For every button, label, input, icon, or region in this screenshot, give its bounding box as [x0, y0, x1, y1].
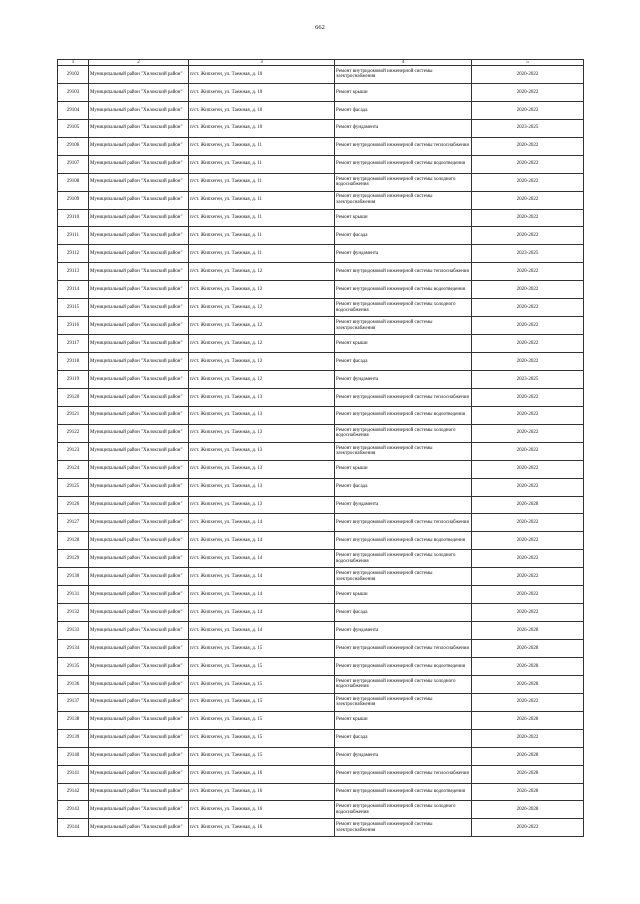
table-row — [58, 729, 584, 747]
cell-municipality: Муниципальный район "Хилокский район" — [89, 460, 189, 478]
cell-row-number: 29134 — [58, 640, 89, 658]
cell-address: п/ст. Жипхеген, ул. Таежная, д. 16 — [189, 819, 335, 837]
cell-municipality: Муниципальный район "Хилокский район" — [89, 514, 189, 532]
cell-address: п/ст. Жипхеген, ул. Таежная, д. 13 — [189, 406, 335, 424]
cell-municipality: Муниципальный район "Хилокский район" — [89, 550, 189, 568]
cell-address: п/ст. Жипхеген, ул. Таежная, д. 12 — [189, 335, 335, 353]
cell-period: 2020-2022 — [472, 173, 584, 191]
cell-address: п/ст. Жипхеген, ул. Таежная, д. 15 — [189, 675, 335, 693]
cell-municipality: Муниципальный район "Хилокский район" — [89, 424, 189, 442]
cell-address: п/ст. Жипхеген, ул. Таежная, д. 12 — [189, 299, 335, 317]
table-row — [58, 478, 584, 496]
table-row — [58, 66, 584, 84]
table-row — [58, 442, 584, 460]
cell-period: 2020-2022 — [472, 209, 584, 227]
cell-address: п/ст. Жипхеген, ул. Таежная, д. 14 — [189, 586, 335, 604]
cell-municipality: Муниципальный район "Хилокский район" — [89, 496, 189, 514]
cell-row-number: 29121 — [58, 406, 89, 424]
table-row — [58, 209, 584, 227]
cell-work-type: Ремонт внутридомовой инженерной системы водоотведения — [335, 657, 472, 675]
cell-address: п/ст. Жипхеген, ул. Таежная, д. 10 — [189, 83, 335, 101]
cell-municipality: Муниципальный район "Хилокский район" — [89, 388, 189, 406]
cell-period: 2026-2028 — [472, 801, 584, 819]
cell-municipality: Муниципальный район "Хилокский район" — [89, 66, 189, 84]
cell-period: 2020-2022 — [472, 66, 584, 84]
table-row — [58, 496, 584, 514]
cell-address: п/ст. Жипхеген, ул. Таежная, д. 14 — [189, 514, 335, 532]
cell-period: 2020-2022 — [472, 729, 584, 747]
cell-municipality: Муниципальный район "Хилокский район" — [89, 532, 189, 550]
cell-municipality: Муниципальный район "Хилокский район" — [89, 586, 189, 604]
cell-period: 2020-2022 — [472, 568, 584, 586]
repair-schedule-table — [57, 59, 584, 837]
table-row — [58, 675, 584, 693]
cell-work-type: Ремонт крыши — [335, 460, 472, 478]
table-row — [58, 550, 584, 568]
cell-address: п/ст. Жипхеген, ул. Таежная, д. 13 — [189, 424, 335, 442]
cell-municipality: Муниципальный район "Хилокский район" — [89, 657, 189, 675]
header-cell-1: 1 — [58, 60, 89, 66]
cell-municipality: Муниципальный район "Хилокский район" — [89, 711, 189, 729]
cell-municipality: Муниципальный район "Хилокский район" — [89, 299, 189, 317]
cell-municipality: Муниципальный район "Хилокский район" — [89, 101, 189, 119]
cell-work-type: Ремонт фундамента — [335, 119, 472, 137]
table-row — [58, 263, 584, 281]
cell-work-type: Ремонт крыши — [335, 209, 472, 227]
cell-address: п/ст. Жипхеген, ул. Таежная, д. 14 — [189, 550, 335, 568]
cell-period: 2020-2022 — [472, 353, 584, 371]
cell-municipality: Муниципальный район "Хилокский район" — [89, 137, 189, 155]
cell-work-type: Ремонт внутридомовой инженерной системы теплоснабжения — [335, 263, 472, 281]
cell-row-number: 29136 — [58, 675, 89, 693]
cell-row-number: 29143 — [58, 801, 89, 819]
cell-work-type: Ремонт фасада — [335, 101, 472, 119]
cell-address: п/ст. Жипхеген, ул. Таежная, д. 12 — [189, 370, 335, 388]
cell-address: п/ст. Жипхеген, ул. Таежная, д. 14 — [189, 532, 335, 550]
cell-row-number: 29103 — [58, 83, 89, 101]
cell-period: 2020-2022 — [472, 388, 584, 406]
cell-work-type: Ремонт внутридомовой инженерной системы теплоснабжения — [335, 388, 472, 406]
cell-row-number: 29110 — [58, 209, 89, 227]
cell-municipality: Муниципальный район "Хилокский район" — [89, 765, 189, 783]
cell-address: п/ст. Жипхеген, ул. Таежная, д. 13 — [189, 460, 335, 478]
header-cell-3: 3 — [189, 60, 335, 66]
cell-period: 2020-2022 — [472, 586, 584, 604]
cell-address: п/ст. Жипхеген, ул. Таежная, д. 15 — [189, 747, 335, 765]
cell-period: 2020-2022 — [472, 406, 584, 424]
cell-row-number: 29114 — [58, 281, 89, 299]
cell-row-number: 29107 — [58, 155, 89, 173]
cell-address: п/ст. Жипхеген, ул. Таежная, д. 13 — [189, 388, 335, 406]
cell-row-number: 29105 — [58, 119, 89, 137]
cell-row-number: 29118 — [58, 353, 89, 371]
cell-municipality: Муниципальный район "Хилокский район" — [89, 245, 189, 263]
cell-row-number: 29117 — [58, 335, 89, 353]
cell-row-number: 29124 — [58, 460, 89, 478]
cell-period: 2023-2025 — [472, 119, 584, 137]
page-number: 662 — [315, 24, 325, 31]
cell-row-number: 29140 — [58, 747, 89, 765]
cell-municipality: Муниципальный район "Хилокский район" — [89, 729, 189, 747]
cell-period: 2023-2025 — [472, 245, 584, 263]
cell-work-type: Ремонт крыши — [335, 711, 472, 729]
table-row — [58, 119, 584, 137]
cell-address: п/ст. Жипхеген, ул. Таежная, д. 15 — [189, 657, 335, 675]
table-row — [58, 640, 584, 658]
cell-address: п/ст. Жипхеген, ул. Таежная, д. 11 — [189, 173, 335, 191]
cell-period: 2020-2022 — [472, 478, 584, 496]
cell-municipality: Муниципальный район "Хилокский район" — [89, 783, 189, 801]
cell-row-number: 29142 — [58, 783, 89, 801]
table-row — [58, 460, 584, 478]
table-row — [58, 281, 584, 299]
table-row — [58, 101, 584, 119]
cell-work-type: Ремонт фасада — [335, 227, 472, 245]
cell-work-type: Ремонт фасада — [335, 478, 472, 496]
cell-address: п/ст. Жипхеген, ул. Таежная, д. 14 — [189, 604, 335, 622]
cell-row-number: 29128 — [58, 532, 89, 550]
cell-municipality: Муниципальный район "Хилокский район" — [89, 155, 189, 173]
cell-row-number: 29125 — [58, 478, 89, 496]
table-row — [58, 604, 584, 622]
cell-row-number: 29102 — [58, 66, 89, 84]
cell-municipality: Муниципальный район "Хилокский район" — [89, 747, 189, 765]
cell-municipality: Муниципальный район "Хилокский район" — [89, 335, 189, 353]
cell-work-type: Ремонт фасада — [335, 729, 472, 747]
table-row — [58, 747, 584, 765]
table-row — [58, 424, 584, 442]
cell-municipality: Муниципальный район "Хилокский район" — [89, 819, 189, 837]
cell-work-type: Ремонт крыши — [335, 586, 472, 604]
cell-address: п/ст. Жипхеген, ул. Таежная, д. 11 — [189, 227, 335, 245]
cell-period: 2020-2022 — [472, 532, 584, 550]
cell-work-type: Ремонт внутридомовой инженерной системы холодного водоснабжения — [335, 424, 472, 442]
cell-municipality: Муниципальный район "Хилокский район" — [89, 227, 189, 245]
cell-period: 2026-2028 — [472, 783, 584, 801]
cell-work-type: Ремонт внутридомовой инженерной системы холодного водоснабжения — [335, 550, 472, 568]
cell-row-number: 29132 — [58, 604, 89, 622]
table-row — [58, 388, 584, 406]
table-row — [58, 765, 584, 783]
cell-period: 2020-2022 — [472, 83, 584, 101]
table-row — [58, 335, 584, 353]
cell-work-type: Ремонт внутридомовой инженерной системы электроснабжения — [335, 693, 472, 711]
cell-row-number: 29116 — [58, 317, 89, 335]
cell-municipality: Муниципальный район "Хилокский район" — [89, 353, 189, 371]
cell-municipality: Муниципальный район "Хилокский район" — [89, 442, 189, 460]
cell-municipality: Муниципальный район "Хилокский район" — [89, 675, 189, 693]
cell-row-number: 29119 — [58, 370, 89, 388]
cell-municipality: Муниципальный район "Хилокский район" — [89, 801, 189, 819]
cell-municipality: Муниципальный район "Хилокский район" — [89, 640, 189, 658]
cell-period: 2026-2028 — [472, 747, 584, 765]
table-row — [58, 173, 584, 191]
cell-work-type: Ремонт внутридомовой инженерной системы электроснабжения — [335, 191, 472, 209]
cell-work-type: Ремонт внутридомовой инженерной системы теплоснабжения — [335, 137, 472, 155]
cell-work-type: Ремонт фундамента — [335, 245, 472, 263]
cell-row-number: 29131 — [58, 586, 89, 604]
cell-row-number: 29129 — [58, 550, 89, 568]
cell-work-type: Ремонт внутридомовой инженерной системы электроснабжения — [335, 819, 472, 837]
cell-period: 2020-2022 — [472, 550, 584, 568]
cell-address: п/ст. Жипхеген, ул. Таежная, д. 10 — [189, 66, 335, 84]
table-row — [58, 532, 584, 550]
cell-address: п/ст. Жипхеген, ул. Таежная, д. 12 — [189, 317, 335, 335]
cell-row-number: 29123 — [58, 442, 89, 460]
cell-address: п/ст. Жипхеген, ул. Таежная, д. 15 — [189, 693, 335, 711]
cell-row-number: 29106 — [58, 137, 89, 155]
table-row — [58, 191, 584, 209]
cell-address: п/ст. Жипхеген, ул. Таежная, д. 11 — [189, 209, 335, 227]
cell-work-type: Ремонт фундамента — [335, 370, 472, 388]
table-row — [58, 586, 584, 604]
table-row — [58, 622, 584, 640]
cell-period: 2023-2025 — [472, 370, 584, 388]
cell-row-number: 29130 — [58, 568, 89, 586]
cell-row-number: 29111 — [58, 227, 89, 245]
cell-work-type: Ремонт внутридомовой инженерной системы холодного водоснабжения — [335, 299, 472, 317]
cell-period: 2020-2022 — [472, 101, 584, 119]
table-row — [58, 317, 584, 335]
cell-work-type: Ремонт фасада — [335, 353, 472, 371]
cell-municipality: Муниципальный район "Хилокский район" — [89, 173, 189, 191]
table-row — [58, 299, 584, 317]
cell-row-number: 29135 — [58, 657, 89, 675]
cell-period: 2020-2022 — [472, 263, 584, 281]
cell-period: 2026-2028 — [472, 675, 584, 693]
cell-period: 2020-2022 — [472, 335, 584, 353]
cell-row-number: 29138 — [58, 711, 89, 729]
cell-address: п/ст. Жипхеген, ул. Таежная, д. 11 — [189, 137, 335, 155]
table-row — [58, 245, 584, 263]
table-row — [58, 406, 584, 424]
cell-work-type: Ремонт внутридомовой инженерной системы водоотведения — [335, 532, 472, 550]
cell-work-type: Ремонт внутридомовой инженерной системы теплоснабжения — [335, 514, 472, 532]
cell-row-number: 29126 — [58, 496, 89, 514]
table-row — [58, 711, 584, 729]
cell-address: п/ст. Жипхеген, ул. Таежная, д. 13 — [189, 478, 335, 496]
cell-period: 2020-2022 — [472, 317, 584, 335]
cell-address: п/ст. Жипхеген, ул. Таежная, д. 15 — [189, 729, 335, 747]
cell-period: 2026-2028 — [472, 711, 584, 729]
cell-work-type: Ремонт внутридомовой инженерной системы электроснабжения — [335, 442, 472, 460]
cell-work-type: Ремонт фундамента — [335, 622, 472, 640]
header-cell-5: 5 — [472, 60, 584, 66]
cell-address: п/ст. Жипхеген, ул. Таежная, д. 13 — [189, 496, 335, 514]
cell-address: п/ст. Жипхеген, ул. Таежная, д. 12 — [189, 263, 335, 281]
cell-municipality: Муниципальный район "Хилокский район" — [89, 568, 189, 586]
cell-row-number: 29112 — [58, 245, 89, 263]
cell-municipality: Муниципальный район "Хилокский район" — [89, 263, 189, 281]
cell-address: п/ст. Жипхеген, ул. Таежная, д. 12 — [189, 281, 335, 299]
cell-address: п/ст. Жипхеген, ул. Таежная, д. 15 — [189, 711, 335, 729]
cell-work-type: Ремонт внутридомовой инженерной системы водоотведения — [335, 406, 472, 424]
cell-address: п/ст. Жипхеген, ул. Таежная, д. 11 — [189, 245, 335, 263]
cell-address: п/ст. Жипхеген, ул. Таежная, д. 14 — [189, 622, 335, 640]
table-row — [58, 155, 584, 173]
header-cell-4: 4 — [335, 60, 472, 66]
cell-municipality: Муниципальный район "Хилокский район" — [89, 119, 189, 137]
cell-work-type: Ремонт внутридомовой инженерной системы теплоснабжения — [335, 765, 472, 783]
cell-address: п/ст. Жипхеген, ул. Таежная, д. 15 — [189, 640, 335, 658]
cell-period: 2020-2022 — [472, 281, 584, 299]
cell-work-type: Ремонт крыши — [335, 83, 472, 101]
cell-period: 2020-2022 — [472, 155, 584, 173]
cell-address: п/ст. Жипхеген, ул. Таежная, д. 16 — [189, 783, 335, 801]
table-row — [58, 783, 584, 801]
table-row — [58, 370, 584, 388]
cell-row-number: 29139 — [58, 729, 89, 747]
cell-work-type: Ремонт фасада — [335, 604, 472, 622]
cell-row-number: 29141 — [58, 765, 89, 783]
cell-period: 2020-2022 — [472, 299, 584, 317]
cell-work-type: Ремонт внутридомовой инженерной системы теплоснабжения — [335, 640, 472, 658]
cell-period: 2020-2022 — [472, 191, 584, 209]
cell-work-type: Ремонт внутридомовой инженерной системы холодного водоснабжения — [335, 801, 472, 819]
cell-row-number: 29137 — [58, 693, 89, 711]
cell-period: 2020-2022 — [472, 137, 584, 155]
cell-period: 2026-2028 — [472, 622, 584, 640]
cell-period: 2026-2028 — [472, 765, 584, 783]
cell-work-type: Ремонт фундамента — [335, 747, 472, 765]
cell-work-type: Ремонт внутридомовой инженерной системы электроснабжения — [335, 568, 472, 586]
cell-row-number: 29115 — [58, 299, 89, 317]
cell-row-number: 29108 — [58, 173, 89, 191]
cell-municipality: Муниципальный район "Хилокский район" — [89, 370, 189, 388]
cell-address: п/ст. Жипхеген, ул. Таежная, д. 14 — [189, 568, 335, 586]
cell-period: 2020-2022 — [472, 514, 584, 532]
cell-address: п/ст. Жипхеген, ул. Таежная, д. 16 — [189, 765, 335, 783]
cell-period: 2020-2022 — [472, 460, 584, 478]
table-row — [58, 693, 584, 711]
table-row — [58, 227, 584, 245]
cell-address: п/ст. Жипхеген, ул. Таежная, д. 12 — [189, 353, 335, 371]
cell-row-number: 29127 — [58, 514, 89, 532]
table-row — [58, 83, 584, 101]
cell-work-type: Ремонт внутридомовой инженерной системы электроснабжения — [335, 317, 472, 335]
cell-address: п/ст. Жипхеген, ул. Таежная, д. 13 — [189, 442, 335, 460]
cell-period: 2026-2028 — [472, 496, 584, 514]
table-body — [58, 66, 584, 837]
cell-row-number: 29120 — [58, 388, 89, 406]
cell-row-number: 29109 — [58, 191, 89, 209]
cell-municipality: Муниципальный район "Хилокский район" — [89, 604, 189, 622]
cell-period: 2020-2022 — [472, 604, 584, 622]
cell-municipality: Муниципальный район "Хилокский район" — [89, 693, 189, 711]
cell-municipality: Муниципальный район "Хилокский район" — [89, 281, 189, 299]
cell-row-number: 29122 — [58, 424, 89, 442]
cell-work-type: Ремонт внутридомовой инженерной системы водоотведения — [335, 155, 472, 173]
cell-work-type: Ремонт внутридомовой инженерной системы водоотведения — [335, 281, 472, 299]
cell-municipality: Муниципальный район "Хилокский район" — [89, 317, 189, 335]
cell-period: 2020-2022 — [472, 424, 584, 442]
cell-municipality: Муниципальный район "Хилокский район" — [89, 622, 189, 640]
cell-municipality: Муниципальный район "Хилокский район" — [89, 83, 189, 101]
cell-row-number: 29133 — [58, 622, 89, 640]
table-row — [58, 137, 584, 155]
table-row — [58, 514, 584, 532]
cell-period: 2026-2028 — [472, 640, 584, 658]
cell-address: п/ст. Жипхеген, ул. Таежная, д. 10 — [189, 101, 335, 119]
cell-address: п/ст. Жипхеген, ул. Таежная, д. 11 — [189, 191, 335, 209]
cell-address: п/ст. Жипхеген, ул. Таежная, д. 11 — [189, 155, 335, 173]
cell-row-number: 29144 — [58, 819, 89, 837]
cell-work-type: Ремонт внутридомовой инженерной системы электроснабжения — [335, 66, 472, 84]
cell-period: 2020-2022 — [472, 227, 584, 245]
cell-work-type: Ремонт внутридомовой инженерной системы водоотведения — [335, 783, 472, 801]
cell-period: 2020-2022 — [472, 693, 584, 711]
table-row — [58, 819, 584, 837]
cell-work-type: Ремонт внутридомовой инженерной системы холодного водоснабжения — [335, 675, 472, 693]
cell-row-number: 29113 — [58, 263, 89, 281]
cell-municipality: Муниципальный район "Хилокский район" — [89, 209, 189, 227]
header-cell-2: 2 — [89, 60, 189, 66]
table-row — [58, 801, 584, 819]
cell-period: 2020-2022 — [472, 442, 584, 460]
cell-address: п/ст. Жипхеген, ул. Таежная, д. 10 — [189, 119, 335, 137]
table-row — [58, 568, 584, 586]
table-row — [58, 657, 584, 675]
cell-row-number: 29104 — [58, 101, 89, 119]
cell-period: 2020-2022 — [472, 819, 584, 837]
cell-address: п/ст. Жипхеген, ул. Таежная, д. 16 — [189, 801, 335, 819]
cell-work-type: Ремонт внутридомовой инженерной системы холодного водоснабжения — [335, 173, 472, 191]
cell-municipality: Муниципальный район "Хилокский район" — [89, 478, 189, 496]
cell-work-type: Ремонт фундамента — [335, 496, 472, 514]
cell-work-type: Ремонт крыши — [335, 335, 472, 353]
table-row — [58, 353, 584, 371]
cell-period: 2026-2028 — [472, 657, 584, 675]
cell-municipality: Муниципальный район "Хилокский район" — [89, 406, 189, 424]
cell-municipality: Муниципальный район "Хилокский район" — [89, 191, 189, 209]
